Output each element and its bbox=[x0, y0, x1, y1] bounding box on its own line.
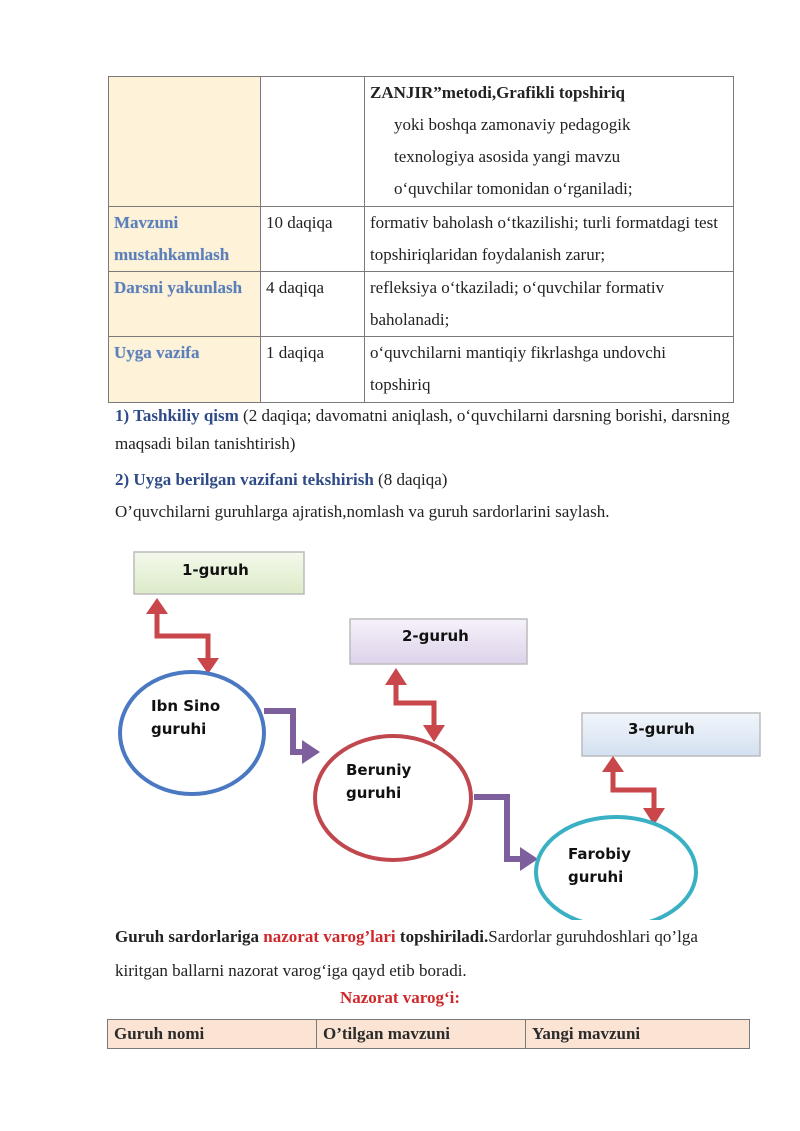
stage-cell bbox=[109, 77, 261, 207]
nazorat-title: Nazorat varog‘i: bbox=[339, 988, 461, 1007]
red-arrow-2 bbox=[396, 683, 434, 727]
closing-part-3: topshiriladi. bbox=[395, 927, 489, 946]
group-2-box bbox=[350, 619, 527, 664]
red-arrowhead bbox=[146, 598, 168, 614]
time-cell: 4 daqiqa bbox=[261, 272, 365, 337]
table-row bbox=[109, 337, 734, 403]
table-row bbox=[109, 207, 734, 272]
time-cell bbox=[261, 77, 365, 207]
group-3-label: 3-guruh bbox=[628, 720, 695, 738]
activity-cell: formativ baholash o‘tkazilishi; turli formatdagi test topshiriqlaridan foydalanish zarur; bbox=[365, 207, 734, 272]
purple-arrowhead bbox=[302, 740, 320, 764]
group-diagram bbox=[0, 540, 800, 920]
method-title: ZANJIR”metodi,Grafikli topshiriq bbox=[370, 83, 626, 102]
table-header-row bbox=[108, 1020, 750, 1049]
section-1-heading: 1) Tashkiliy qism bbox=[115, 406, 239, 425]
farobiy-label: guruhi bbox=[568, 868, 624, 886]
table-row bbox=[109, 272, 734, 337]
purple-arrow-2 bbox=[474, 797, 521, 859]
red-arrow-1 bbox=[157, 612, 208, 660]
column-header: Yangi mavzuni bbox=[526, 1020, 750, 1049]
column-header: Guruh nomi bbox=[108, 1020, 317, 1049]
time-cell: 10 daqiqa bbox=[261, 207, 365, 272]
purple-arrow-1 bbox=[264, 711, 303, 752]
beruniy-label: guruhi bbox=[346, 784, 402, 802]
closing-part-1: Guruh sardorlariga bbox=[115, 927, 264, 946]
stage-cell: Uyga vazifa bbox=[109, 337, 261, 403]
activity-cell: refleksiya o‘tkaziladi; o‘quvchilar formativ baholanadi; bbox=[365, 272, 734, 337]
stage-cell: Mavzuni mustahkamlash bbox=[109, 207, 261, 272]
section-2-text: (8 daqiqa) bbox=[373, 470, 448, 489]
closing-part-4: Sardorlar guruhdoshlari qo’lga kiritgan ballarni nazorat varog‘iga qayd etib boradi. bbox=[115, 927, 698, 980]
table-row bbox=[109, 77, 734, 207]
section-1-paragraph bbox=[115, 402, 735, 458]
group-3-box bbox=[582, 713, 760, 756]
red-arrowhead bbox=[423, 725, 445, 742]
activity-line: texnologiya asosida yangi mavzu bbox=[394, 147, 621, 166]
activity-line: yoki boshqa zamonaviy pedagogik bbox=[394, 115, 631, 134]
time-cell: 1 daqiqa bbox=[261, 337, 365, 403]
ibn-sino-label: Ibn Sino bbox=[151, 697, 221, 715]
activity-cell bbox=[365, 77, 734, 207]
closing-paragraph bbox=[115, 920, 735, 988]
activity-cell: o‘quvchilarni mantiqiy fikrlashga undovchi topshiriq bbox=[365, 337, 734, 403]
section-2-heading: 2) Uyga berilgan vazifani tekshirish bbox=[115, 470, 374, 489]
stage-cell: Darsni yakunlash bbox=[109, 272, 261, 337]
intro-line: O’quvchilarni guruhlarga ajratish,nomlash va guruh sardorlarini saylash. bbox=[115, 502, 610, 521]
red-arrow-3 bbox=[613, 770, 654, 810]
lesson-plan-table bbox=[108, 76, 734, 403]
section-2-paragraph bbox=[115, 466, 735, 494]
section-1-text: (2 daqiqa; davomatni aniqlash, o‘quvchilarni darsning borishi, darsning maqsadi bilan tanishtirish) bbox=[115, 406, 730, 453]
group-1-label: 1-guruh bbox=[182, 561, 249, 579]
activity-line: o‘quvchilar tomonidan o‘rganiladi; bbox=[394, 179, 633, 198]
column-header: O’tilgan mavzuni bbox=[317, 1020, 526, 1049]
closing-highlight: nazorat varog’lari bbox=[263, 927, 396, 946]
group-1-box bbox=[134, 552, 304, 594]
red-arrowhead bbox=[602, 756, 624, 772]
group-2-label: 2-guruh bbox=[402, 627, 469, 645]
red-arrowhead bbox=[385, 668, 407, 685]
ibn-sino-label: guruhi bbox=[151, 720, 207, 738]
beruniy-label: Beruniy bbox=[346, 761, 412, 779]
nazorat-table bbox=[107, 1019, 750, 1049]
farobiy-label: Farobiy bbox=[568, 845, 631, 863]
